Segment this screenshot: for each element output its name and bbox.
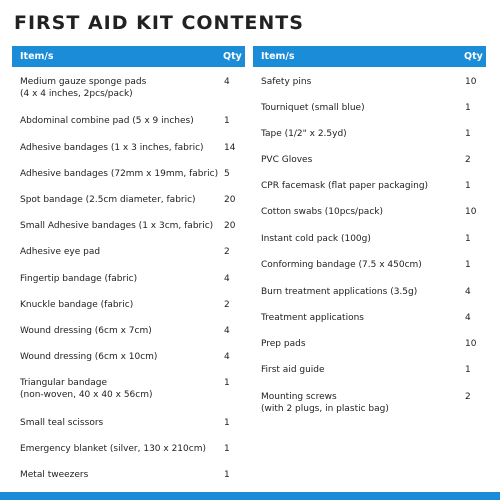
item-name — [20, 246, 215, 258]
item-qty: 1 — [224, 470, 230, 480]
item-qty: 4 — [465, 313, 471, 323]
item-name — [261, 76, 456, 88]
item-name — [261, 206, 456, 218]
item-name-line: Triangular bandage — [20, 378, 107, 388]
item-name — [261, 128, 456, 140]
item-qty: 10 — [465, 77, 477, 87]
item-qty: 1 — [224, 418, 230, 428]
item-qty: 4 — [224, 77, 230, 87]
item-qty: 1 — [224, 378, 230, 388]
item-name — [261, 180, 456, 192]
item-name — [261, 312, 456, 324]
item-name — [20, 168, 219, 180]
item-name-line: Tape (1/2" x 2.5yd) — [261, 129, 347, 139]
page-title: FIRST AID KIT CONTENTS — [14, 12, 304, 34]
item-qty: 2 — [224, 247, 230, 257]
bottom-accent-bar — [0, 492, 500, 500]
item-name — [20, 220, 215, 232]
item-column-header: Item/s — [20, 51, 54, 62]
item-detail-line: (non-woven, 40 x 40 x 56cm) — [20, 390, 153, 400]
item-name-line: Adhesive bandages (1 x 3 inches, fabric) — [20, 143, 204, 153]
item-name-line: Spot bandage (2.5cm diameter, fabric) — [20, 195, 196, 205]
item-name — [20, 76, 215, 100]
qty-column-header: Qty — [223, 51, 242, 62]
table-header — [12, 46, 245, 67]
table-header — [253, 46, 486, 67]
item-name-line: First aid guide — [261, 365, 325, 375]
item-name-line: PVC Gloves — [261, 155, 313, 165]
item-detail-line: (with 2 plugs, in plastic bag) — [261, 404, 389, 414]
item-name-line: Treatment applications — [261, 313, 364, 323]
item-name — [261, 338, 456, 350]
item-name — [20, 351, 215, 363]
item-name-line: Emergency blanket (silver, 130 x 210cm) — [20, 444, 206, 454]
item-qty: 4 — [465, 287, 471, 297]
item-name-line: Safety pins — [261, 77, 312, 87]
item-name-line: Fingertip bandage (fabric) — [20, 274, 138, 284]
item-name-line: Small Adhesive bandages (1 x 3cm, fabric) — [20, 221, 214, 231]
item-qty: 4 — [224, 352, 230, 362]
item-name-line: Medium gauze sponge pads — [20, 77, 147, 87]
item-name-line: Wound dressing (6cm x 7cm) — [20, 326, 152, 336]
item-name — [261, 391, 456, 415]
item-name — [20, 417, 215, 429]
item-qty: 20 — [224, 221, 236, 231]
item-name-line: Adhesive bandages (72mm x 19mm, fabric) — [20, 169, 219, 179]
item-qty: 10 — [465, 339, 477, 349]
item-qty: 2 — [465, 392, 471, 402]
item-column-header: Item/s — [261, 51, 295, 62]
item-qty: 4 — [224, 274, 230, 284]
item-qty: 20 — [224, 195, 236, 205]
item-name-line: Cotton swabs (10pcs/pack) — [261, 207, 383, 217]
item-name — [20, 142, 215, 154]
item-name — [20, 325, 215, 337]
item-name-line: Wound dressing (6cm x 10cm) — [20, 352, 158, 362]
item-qty: 1 — [224, 444, 230, 454]
item-name — [261, 286, 456, 298]
item-qty: 5 — [224, 169, 230, 179]
item-name-line: Conforming bandage (7.5 x 450cm) — [261, 260, 422, 270]
item-qty: 1 — [465, 103, 471, 113]
item-detail-line: (4 x 4 inches, 2pcs/pack) — [20, 89, 133, 99]
item-name — [261, 233, 456, 245]
item-name-line: Small teal scissors — [20, 418, 104, 428]
item-qty: 1 — [465, 181, 471, 191]
item-name-line: Adhesive eye pad — [20, 247, 101, 257]
item-name-line: Burn treatment applications (3.5g) — [261, 287, 418, 297]
item-qty: 2 — [224, 300, 230, 310]
item-name — [261, 102, 456, 114]
item-qty: 1 — [465, 129, 471, 139]
item-name — [261, 364, 456, 376]
item-name — [20, 443, 215, 455]
item-qty: 14 — [224, 143, 236, 153]
item-name-line: Tourniquet (small blue) — [261, 103, 365, 113]
item-name — [20, 115, 215, 127]
item-name-line: Mounting screws — [261, 392, 337, 402]
item-name-line: Knuckle bandage (fabric) — [20, 300, 134, 310]
item-qty: 1 — [224, 116, 230, 126]
item-qty: 1 — [465, 260, 471, 270]
item-name-line: Instant cold pack (100g) — [261, 234, 371, 244]
contents-table-right — [253, 46, 486, 414]
item-name-line: Prep pads — [261, 339, 306, 349]
item-name — [20, 469, 215, 481]
item-name — [20, 194, 215, 206]
item-name — [20, 273, 215, 285]
qty-column-header: Qty — [464, 51, 483, 62]
item-qty: 1 — [465, 365, 471, 375]
contents-table-left — [12, 46, 245, 480]
item-name — [20, 377, 215, 401]
item-qty: 2 — [465, 155, 471, 165]
item-name — [261, 259, 456, 271]
item-name-line: CPR facemask (flat paper packaging) — [261, 181, 429, 191]
item-qty: 4 — [224, 326, 230, 336]
item-qty: 10 — [465, 207, 477, 217]
item-name — [20, 299, 215, 311]
item-qty: 1 — [465, 234, 471, 244]
item-name-line: Metal tweezers — [20, 470, 89, 480]
item-name-line: Abdominal combine pad (5 x 9 inches) — [20, 116, 194, 126]
item-name — [261, 154, 456, 166]
